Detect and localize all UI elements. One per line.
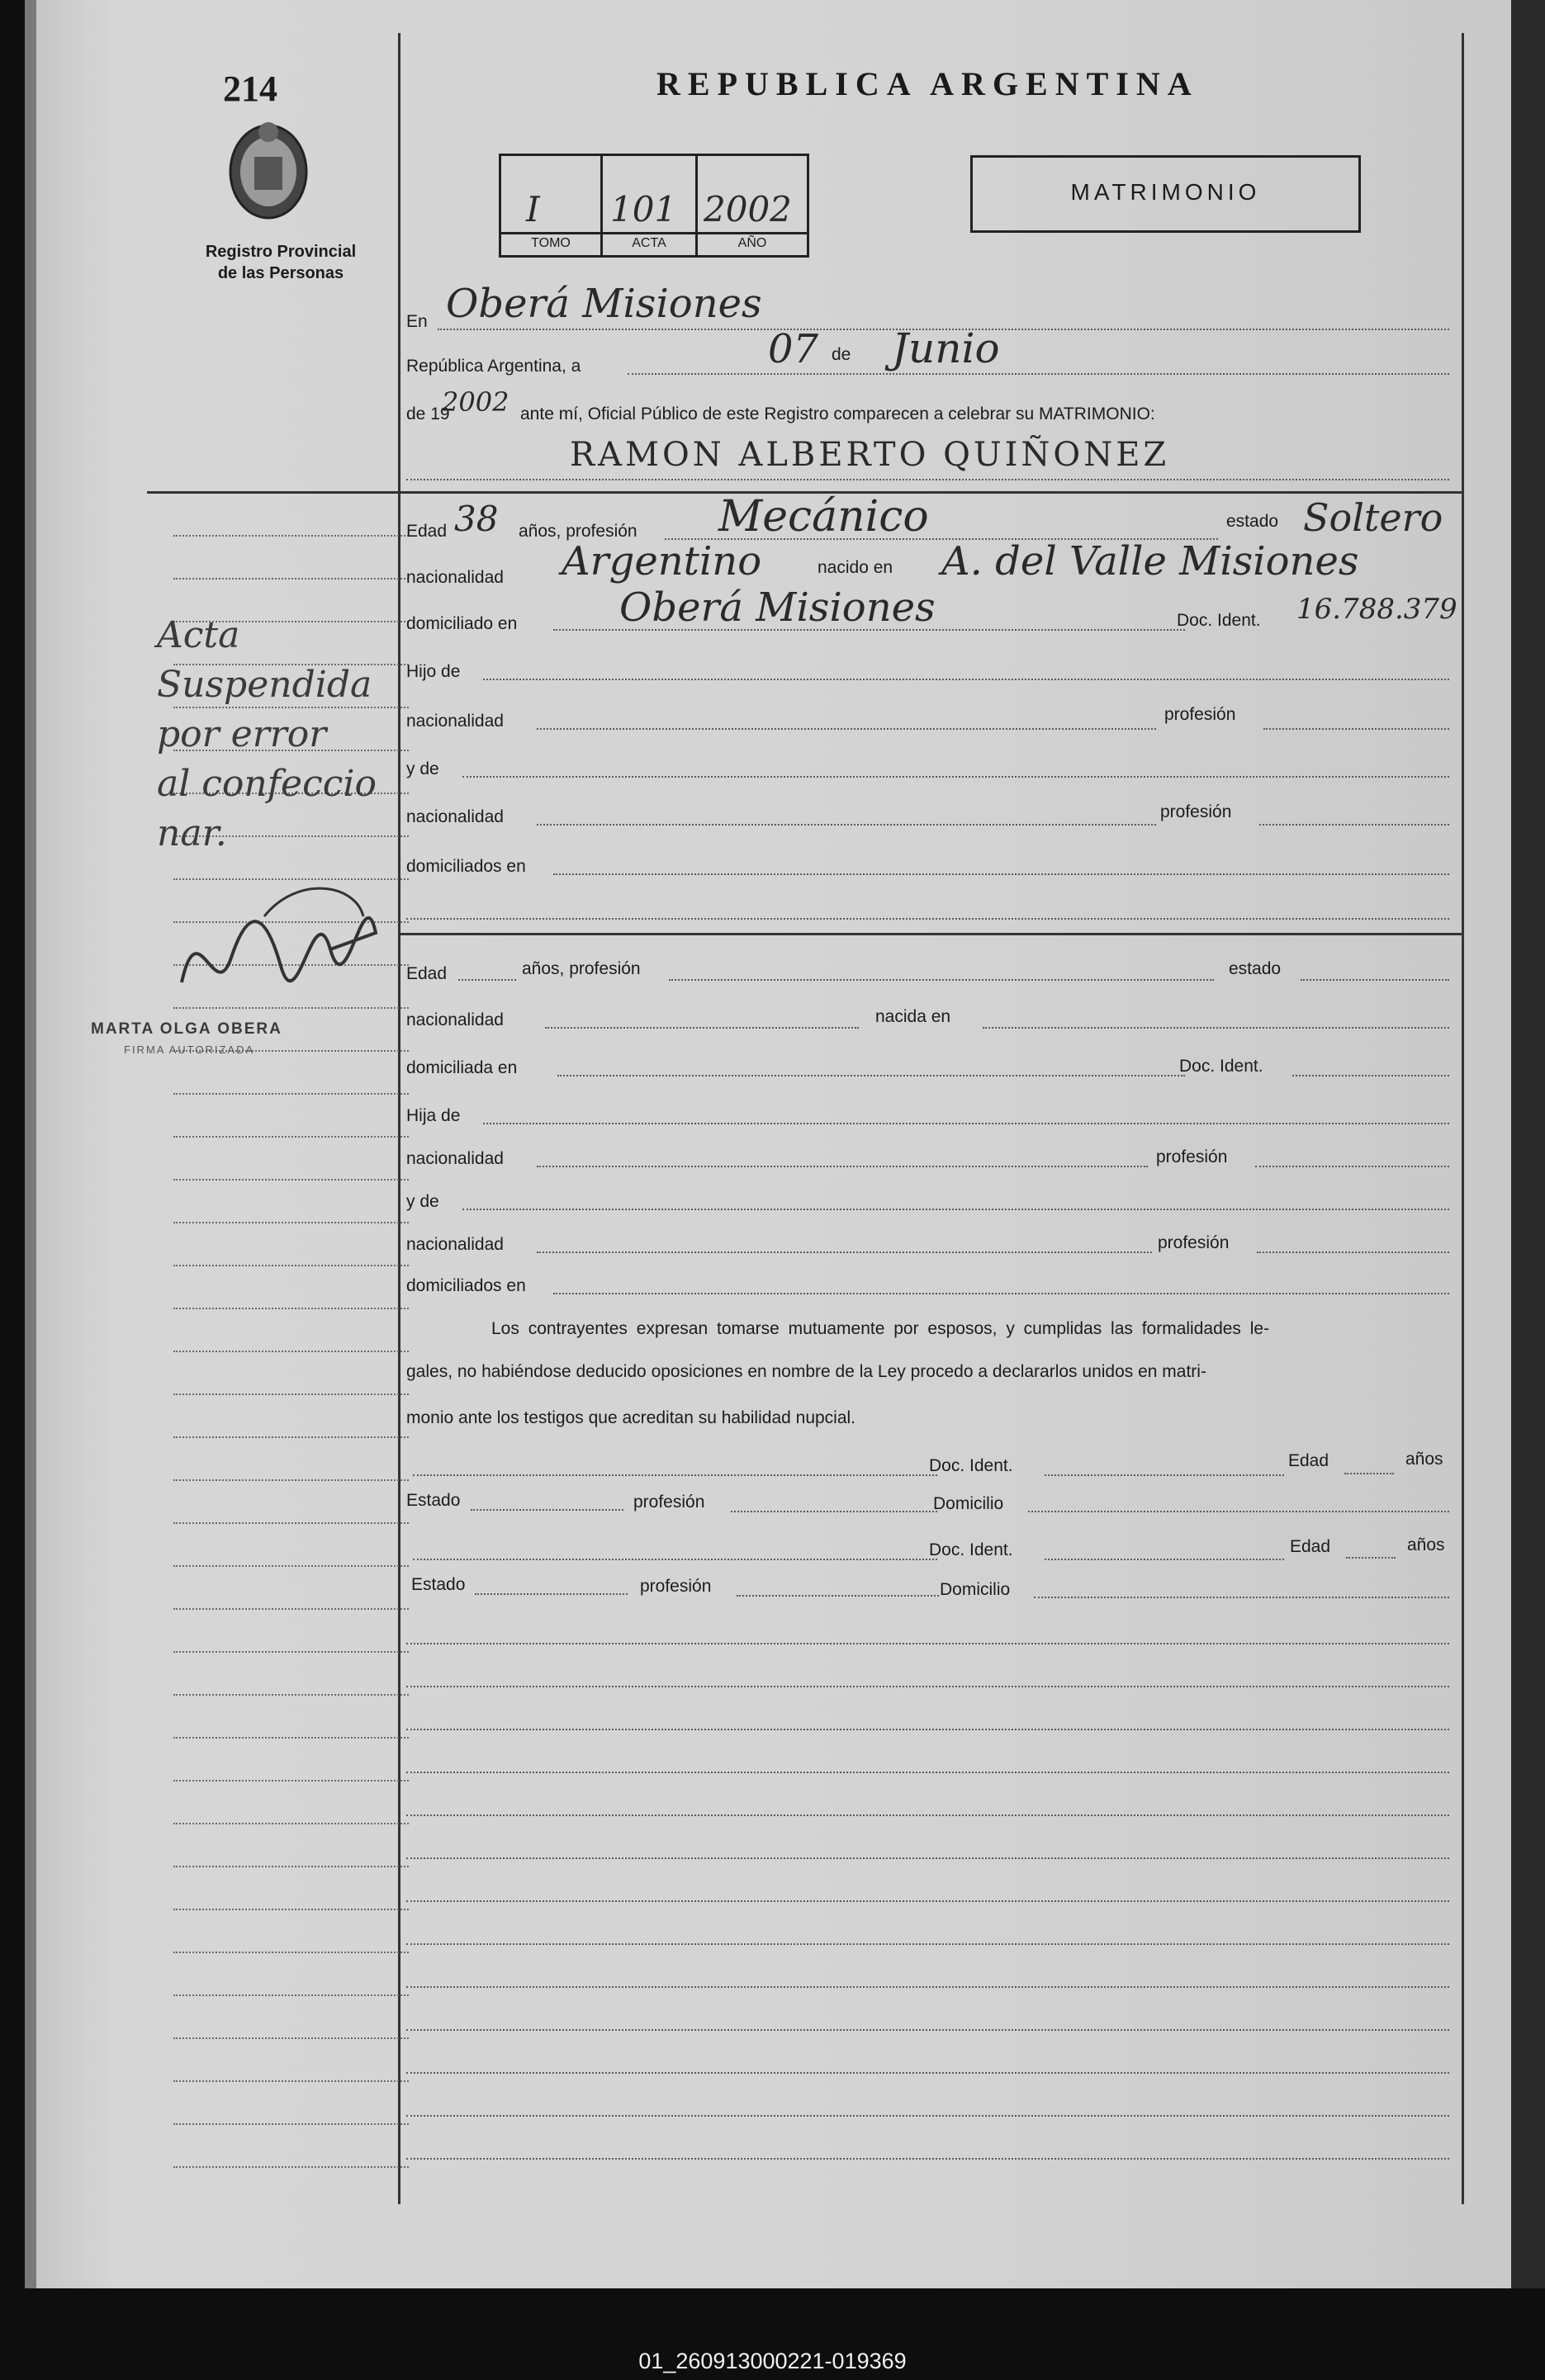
bride-mother-profesion-label: profesión xyxy=(1158,1233,1230,1252)
bride-father-nacionalidad-label: nacionalidad xyxy=(406,1149,504,1168)
book-edge xyxy=(1511,0,1545,2288)
groom-mother-line xyxy=(462,776,1449,778)
country-title: REPUBLICA ARGENTINA xyxy=(656,65,1199,102)
bride-father-profesion-label: profesión xyxy=(1156,1147,1228,1166)
groom-section-rule xyxy=(400,491,1462,494)
groom-estado-label: estado xyxy=(1226,512,1279,531)
margin-ruled-line xyxy=(173,1694,409,1696)
right-column-rule xyxy=(1462,33,1464,2204)
bride-edad-label: Edad xyxy=(406,964,448,983)
margin-ruled-line xyxy=(173,1479,409,1481)
anio-label: AÑO xyxy=(737,236,767,250)
blank-ruled-line xyxy=(406,2029,1449,2031)
margin-ruled-line xyxy=(173,1952,409,1953)
margin-ruled-line xyxy=(173,2166,409,2168)
groom-age: 38 xyxy=(454,499,499,539)
groom-edad-label: Edad xyxy=(406,522,448,541)
bride-doc-line xyxy=(1292,1075,1449,1076)
place-value: Oberá Misiones xyxy=(446,281,762,327)
groom-name: RAMON ALBERTO QUIÑONEZ xyxy=(570,436,1170,474)
blank-ruled-line xyxy=(406,1772,1449,1773)
bride-mother-line xyxy=(462,1209,1449,1210)
margin-ruled-line xyxy=(173,578,409,580)
bride-father-nat-line xyxy=(537,1166,1148,1167)
declaration-line-1: Los contrayentes expresan tomarse mutuamente por esposos, y cumplidas las formalidades le- xyxy=(491,1319,1270,1338)
witness1-estado-line xyxy=(471,1509,623,1511)
declaration-line-2: gales, no habiéndose deducido oposiciones en nombre de la Ley procedo a declararlos unidos en matri- xyxy=(406,1362,1206,1381)
margin-ruled-line xyxy=(173,535,409,537)
bride-nationality-line xyxy=(545,1027,859,1029)
margin-ruled-line xyxy=(173,1737,409,1739)
republica-label: República Argentina, a xyxy=(406,357,581,376)
witness2-name-line xyxy=(413,1559,937,1560)
margin-ruled-line xyxy=(173,1565,409,1567)
tomo-label: TOMO xyxy=(531,236,571,250)
bride-estado-line xyxy=(1301,979,1449,981)
coat-of-arms-emblem xyxy=(223,116,314,223)
margin-ruled-line xyxy=(173,1093,409,1095)
witness1-age-line xyxy=(1344,1473,1394,1474)
certificate-type-box xyxy=(970,155,1361,233)
year-value: 2002 xyxy=(442,386,509,418)
declaration-line-3: monio ante los testigos que acreditan su habilidad nupcial. xyxy=(406,1408,856,1427)
witness2-doc-line xyxy=(1045,1559,1284,1560)
groom-parents-domicile-label: domiciliados en xyxy=(406,857,526,876)
margin-ruled-line xyxy=(173,1179,409,1181)
bride-father-line xyxy=(483,1123,1449,1124)
witness2-anos-label: años xyxy=(1407,1535,1445,1554)
groom-extra-line xyxy=(406,918,1449,920)
groom-doc-label: Doc. Ident. xyxy=(1177,611,1261,630)
groom-profession: Mecánico xyxy=(718,492,929,542)
margin-ruled-line xyxy=(173,1866,409,1867)
groom-parents-domicile-line xyxy=(553,873,1449,875)
witness1-edad-label: Edad xyxy=(1288,1451,1329,1470)
groom-mother-prof-line xyxy=(1259,824,1449,826)
groom-father-nacionalidad-label: nacionalidad xyxy=(406,712,504,731)
acta-label: ACTA xyxy=(632,236,666,250)
bride-birthplace-line xyxy=(983,1027,1449,1029)
witness1-doc-label: Doc. Ident. xyxy=(929,1456,1013,1475)
groom-doc: 16.788.379 xyxy=(1296,593,1457,626)
month-value: Junio xyxy=(892,324,1000,372)
bride-domiciliada-label: domiciliada en xyxy=(406,1058,518,1077)
margin-note-line: Acta xyxy=(157,614,240,656)
margin-stamp-sub: FIRMA AUTORIZADA xyxy=(124,1043,255,1056)
margin-note xyxy=(157,611,377,859)
registry-name xyxy=(186,241,376,284)
blank-ruled-line xyxy=(406,1943,1449,1945)
day-value: 07 xyxy=(768,326,819,372)
blank-ruled-line xyxy=(406,1815,1449,1816)
bride-anos-label: años, profesión xyxy=(522,959,641,978)
margin-rule xyxy=(147,491,399,494)
margin-stamp: MARTA OLGA OBERA xyxy=(91,1020,282,1038)
witness2-edad-label: Edad xyxy=(1290,1537,1331,1556)
groom-nationality: Argentino xyxy=(562,538,762,584)
witness2-prof-line xyxy=(737,1595,939,1597)
margin-ruled-line xyxy=(173,1651,409,1653)
blank-ruled-line xyxy=(406,1686,1449,1687)
bride-parents-domicile-label: domiciliados en xyxy=(406,1276,526,1295)
tomo-value: I xyxy=(526,189,540,229)
en-label: En xyxy=(406,312,428,331)
groom-yde-label: y de xyxy=(406,759,439,778)
groom-mother-profesion-label: profesión xyxy=(1160,802,1232,821)
witness2-doc-label: Doc. Ident. xyxy=(929,1540,1013,1559)
groom-father-nat-line xyxy=(537,728,1156,730)
groom-nacionalidad-label: nacionalidad xyxy=(406,568,504,587)
witness1-anos-label: años xyxy=(1405,1450,1443,1469)
witness1-estado-label: Estado xyxy=(406,1491,461,1510)
ante-text: ante mí, Oficial Público de este Registro comparecen a celebrar su MATRIMONIO: xyxy=(520,405,1155,423)
groom-nacido-label: nacido en xyxy=(818,558,893,577)
registry-line-1: Registro Provincial xyxy=(205,243,357,261)
blank-ruled-line xyxy=(406,1900,1449,1902)
acta-value: 101 xyxy=(610,189,677,229)
record-id-box xyxy=(499,154,809,258)
year-prefix-label: de 19 xyxy=(406,405,450,423)
witness1-profesion-label: profesión xyxy=(633,1493,705,1512)
witness1-domicilio-label: Domicilio xyxy=(933,1494,1004,1513)
bride-age-line xyxy=(458,979,516,981)
page-binding xyxy=(25,0,36,2288)
bride-domicile-line xyxy=(557,1075,1185,1076)
margin-ruled-line xyxy=(173,1608,409,1610)
witness2-domicilio-label: Domicilio xyxy=(940,1580,1011,1599)
bride-mother-nat-line xyxy=(537,1252,1152,1253)
witness1-domicile-line xyxy=(1028,1511,1449,1512)
margin-ruled-line xyxy=(173,1136,409,1138)
blank-ruled-line xyxy=(406,1986,1449,1988)
blank-ruled-line xyxy=(406,1729,1449,1730)
signature-scribble xyxy=(165,859,396,1024)
anio-value: 2002 xyxy=(704,189,792,229)
witness2-age-line xyxy=(1346,1557,1396,1559)
groom-father-profesion-label: profesión xyxy=(1164,705,1236,724)
margin-ruled-line xyxy=(173,1436,409,1438)
register-page xyxy=(25,0,1511,2288)
blank-ruled-line xyxy=(406,2072,1449,2074)
bride-profession-line xyxy=(669,979,1214,981)
blank-ruled-line xyxy=(406,2115,1449,2117)
margin-ruled-line xyxy=(173,1351,409,1352)
margin-ruled-line xyxy=(173,1994,409,1996)
groom-domicile: Oberá Misiones xyxy=(619,584,936,631)
blank-ruled-line xyxy=(406,1643,1449,1644)
margin-ruled-line xyxy=(173,2037,409,2039)
margin-ruled-line xyxy=(173,2123,409,2125)
margin-note-line: al confeccio xyxy=(157,763,377,805)
groom-mother-nat-line xyxy=(537,824,1156,826)
bride-nacionalidad-label: nacionalidad xyxy=(406,1010,504,1029)
witness2-estado-line xyxy=(475,1593,628,1595)
de-label: de xyxy=(832,345,851,364)
margin-ruled-line xyxy=(173,1780,409,1781)
date-line xyxy=(628,373,1449,375)
witness1-name-line xyxy=(413,1474,937,1476)
bride-yde-label: y de xyxy=(406,1192,439,1211)
page-number: 214 xyxy=(223,69,277,109)
witness2-domicile-line xyxy=(1034,1597,1449,1598)
groom-father-line xyxy=(483,679,1449,680)
margin-note-line: nar. xyxy=(157,812,227,854)
bride-hija-label: Hija de xyxy=(406,1106,461,1125)
groom-domiciliado-label: domiciliado en xyxy=(406,614,518,633)
blank-ruled-line xyxy=(406,2158,1449,2160)
bride-estado-label: estado xyxy=(1229,959,1282,978)
margin-ruled-line xyxy=(173,2080,409,2082)
bride-father-prof-line xyxy=(1255,1166,1449,1167)
file-id: 01_260913000221-019369 xyxy=(638,2349,907,2373)
margin-ruled-line xyxy=(173,1909,409,1910)
groom-birthplace: A. del Valle Misiones xyxy=(941,538,1359,584)
margin-note-line: Suspendida xyxy=(157,664,372,706)
blank-ruled-line xyxy=(406,1857,1449,1859)
groom-estado: Soltero xyxy=(1303,495,1443,540)
bride-mother-nacionalidad-label: nacionalidad xyxy=(406,1235,504,1254)
registry-line-2: de las Personas xyxy=(217,264,344,282)
groom-anos-label: años, profesión xyxy=(519,522,637,541)
margin-note-line: por error xyxy=(157,713,327,755)
witness2-estado-label: Estado xyxy=(411,1575,466,1594)
margin-ruled-line xyxy=(173,1308,409,1309)
margin-ruled-line xyxy=(173,1222,409,1223)
certificate-type: MATRIMONIO xyxy=(1070,179,1261,205)
bride-nacida-label: nacida en xyxy=(875,1007,951,1026)
witness1-doc-line xyxy=(1045,1474,1284,1476)
witness2-profesion-label: profesión xyxy=(640,1577,712,1596)
bride-section-rule xyxy=(400,933,1462,935)
margin-column-rule xyxy=(398,33,400,2204)
groom-hijo-label: Hijo de xyxy=(406,662,461,681)
groom-father-prof-line xyxy=(1263,728,1449,730)
margin-ruled-line xyxy=(173,1823,409,1824)
witness1-prof-line xyxy=(731,1511,937,1512)
bride-doc-label: Doc. Ident. xyxy=(1179,1057,1263,1076)
margin-ruled-line xyxy=(173,1265,409,1266)
margin-ruled-line xyxy=(173,1393,409,1395)
margin-ruled-line xyxy=(173,1522,409,1524)
bride-parents-domicile-line xyxy=(553,1293,1449,1294)
groom-mother-nacionalidad-label: nacionalidad xyxy=(406,807,504,826)
groom-name-line xyxy=(406,479,1449,480)
bride-mother-prof-line xyxy=(1257,1252,1449,1253)
